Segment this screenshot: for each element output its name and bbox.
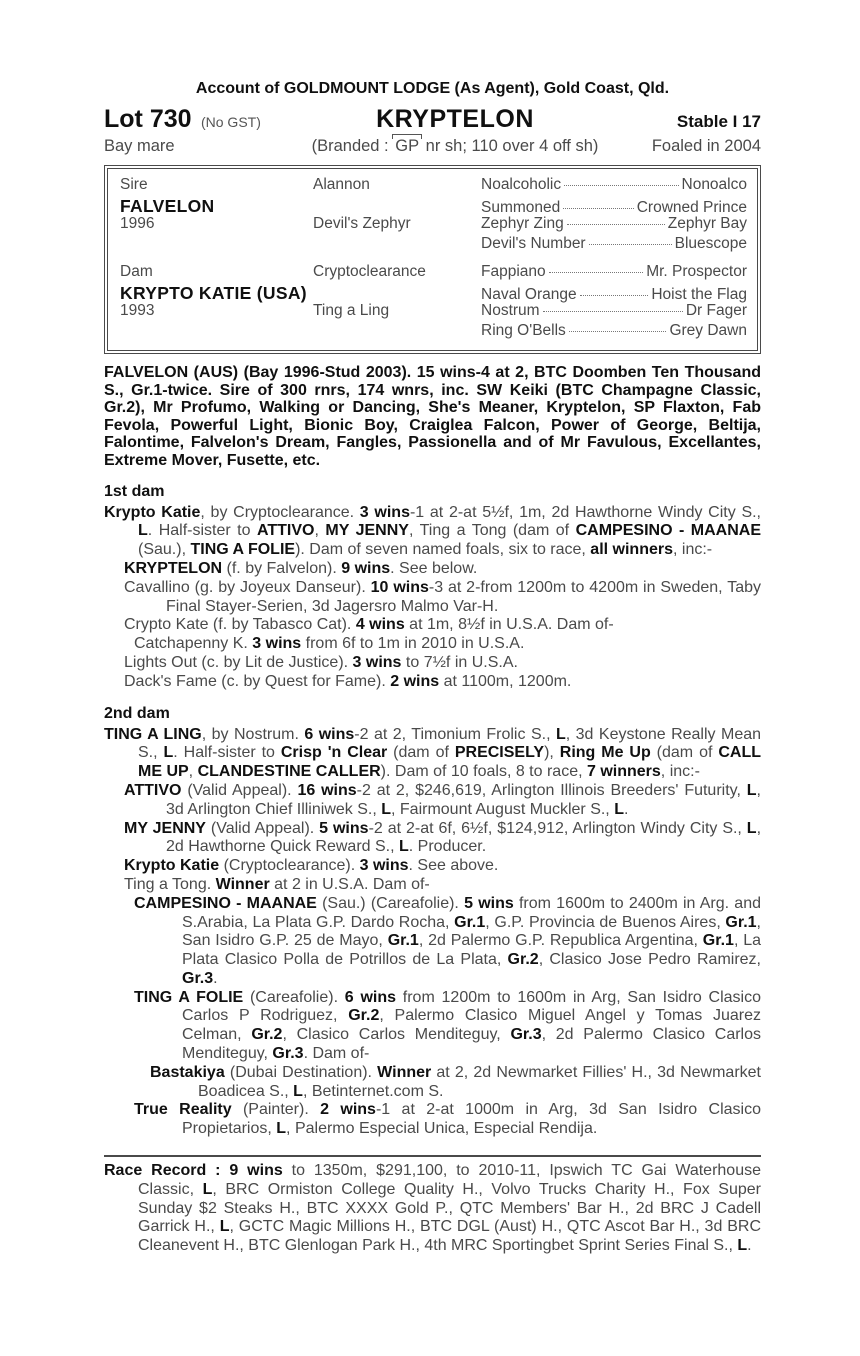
progeny-entry: Ting a Tong. Winner at 2 in U.S.A. Dam of- <box>124 875 430 893</box>
gst-note: (No GST) <box>200 114 261 130</box>
foaled-year: Foaled in 2004 <box>651 137 761 155</box>
great-grandsire-name: Crowned Prince <box>636 198 747 216</box>
progeny-entry: KRYPTELON (f. by Falvelon). 9 wins. See below. <box>124 559 478 577</box>
race-record: Race Record : 9 wins to 1350m, $291,100, to 2010-11, Ipswich TC Gai Waterhouse Classic, L, BRC Ormiston College Quality H., Volvo Trucks Charity H., Fox Super Sunday $2 Steaks H., BTC XXXX Gold P., QTC Members' Bar H., 2d BRC J Cadell Garrick H., L, GCTC Magic Millions H., BTC DGL (Aust) H., QTC Ascot Bar H., 3d BRC Cleanevent H., BTC Glenlogan Park H., 4th MRC Sportingbet Sprint Series Final S., L. <box>104 1162 761 1255</box>
grandsire-name: Summoned <box>481 198 561 216</box>
great-grandsire-name: Nonoalco <box>681 176 747 193</box>
progeny-entry: Crypto Kate (f. by Tabasco Cat). 4 wins at 1m, 8½f in U.S.A. Dam of- <box>124 616 614 634</box>
dot-leader <box>543 311 683 312</box>
dam-year: 1993 <box>120 302 155 319</box>
sire-summary: FALVELON (AUS) (Bay 1996-Stud 2003). 15 wins-4 at 2, BTC Doomben Ten Thousand S., Gr.1-twice. Sire of 300 rnrs, 174 wnrs, inc. SW Keiki (BTC Champagne Classic, Gr.2), Mr Profumo, Walking or Dancing, She's Meaner, Kryptelon, SP Flaxton, Fab Fevola, Powerful Light, Bionic Boy, Craiglea Falcon, Power of George, Beltija, Falontime, Falvelon's Dream, Fangles, Passionella and of Mr Favulous, Excellantes, Extreme Mover, Fusette, etc. <box>104 364 761 469</box>
pedigree-row <box>481 322 747 340</box>
granddam-name: Nostrum <box>481 302 540 319</box>
dam-pedigree-half <box>120 263 747 341</box>
pedigree-row <box>481 176 747 194</box>
grandsire-name: Devil's Number <box>481 234 586 252</box>
progeny-entry: CAMPESINO - MAANAE (Sau.) (Careafolie). 5 wins from 1600m to 2400m in Arg. and S.Arabia, La Plata G.P. Dardo Rocha, Gr.1, G.P. Provincia de Buenos Aires, Gr.1, San Isidro G.P. 25 de Mayo, Gr.1, 2d Palermo G.P. Republica Argentina, Gr.1, La Plata Clasico Polla de Potrillos de La Plata, Gr.2, Clasico Jose Pedro Ramirez, Gr.3. <box>134 894 762 987</box>
progeny-entry: TING A FOLIE (Careafolie). 6 wins from 1200m to 1600m in Arg, San Isidro Clasico Carlos P Rodriguez, Gr.2, Palermo Clasico Miguel Angel y Tomas Juarez Celman, Gr.2, Clasico Carlos Menditeguy, Gr.3, 2d Palermo Clasico Carlos Menditeguy, Gr.3. Dam of- <box>134 988 762 1063</box>
dot-leader <box>563 208 633 209</box>
dam-name: KRYPTO KATIE (USA) <box>120 282 307 303</box>
brand-mark-icon: GP <box>395 137 420 155</box>
pedigree-row <box>481 215 747 233</box>
dam-parent-1: Cryptoclearance <box>313 263 426 280</box>
grandsire-name: Zephyr Zing <box>481 215 564 232</box>
colour-sex: Bay mare <box>104 137 175 155</box>
dot-leader <box>564 185 678 186</box>
grandsire-name: Noalcoholic <box>481 176 562 193</box>
race-record-divider <box>104 1155 761 1157</box>
sire-name: FALVELON <box>120 195 215 216</box>
second-dam-paragraph: TING A LING, by Nostrum. 6 wins-2 at 2, Timonium Frolic S., L, 3d Keystone Really Mean S., L. Half-sister to Crisp 'n Clear (dam of PRECISELY), Ring Me Up (dam of CALL ME UP, CLANDESTINE CALLER). Dam of 10 foals, 8 to race, 7 winners, inc:- <box>104 725 762 781</box>
page-content <box>104 80 761 1256</box>
pedigree-row <box>481 235 747 253</box>
progeny-entry: Cavallino (g. by Joyeux Danseur). 10 wins-3 at 2-from 1200m to 4200m in Sweden, Taby Final Stayer-Serien, 3d Jagersro Malmo Var-H. <box>124 578 762 615</box>
dam-role-label: Dam <box>120 263 153 280</box>
pedigree-row <box>481 199 747 217</box>
stable-location: Stable I 17 <box>676 112 761 131</box>
horse-name: KRYPTELON <box>376 105 534 133</box>
progeny-entry: ATTIVO (Valid Appeal). 16 wins-2 at 2, $246,619, Arlington Illinois Breeders' Futurity, L, 3d Arlington Chief Illiniwek S., L, Fairmount August Muckler S., L. <box>124 781 761 818</box>
progeny-entry: Dack's Fame (c. by Quest for Fame). 2 wins at 1100m, 1200m. <box>124 672 572 690</box>
lot-number: Lot 730 <box>104 105 192 133</box>
pedigree-row <box>481 263 747 281</box>
dot-leader <box>567 224 665 225</box>
great-granddam-name: Hoist the Flag <box>651 285 747 303</box>
sire-parent-1: Alannon <box>313 176 370 193</box>
great-granddam-name: Grey Dawn <box>669 321 747 339</box>
pedigree-row <box>481 302 747 320</box>
progeny-entry: Bastakiya (Dubai Destination). Winner at 2, 2d Newmarket Fillies' H., 3d Newmarket Boadicea S., L, Betinternet.com S. <box>150 1063 761 1100</box>
sire-parent-2: Devil's Zephyr <box>313 215 411 232</box>
second-dam-heading: 2nd dam <box>104 704 170 722</box>
progeny-entry: MY JENNY (Valid Appeal). 5 wins-2 at 2-at 6f, 6½f, $124,912, Arlington Windy City S., L, 2d Hawthorne Quick Reward S., L. Producer. <box>124 819 762 856</box>
progeny-entry: Krypto Katie (Cryptoclearance). 3 wins. See above. <box>124 857 499 875</box>
brand-suffix: nr sh; 110 over 4 off sh) <box>421 137 599 155</box>
sire-year: 1996 <box>120 215 155 232</box>
first-dam-heading: 1st dam <box>104 482 165 500</box>
first-dam-paragraph: Krypto Katie, by Cryptoclearance. 3 wins-1 at 2-at 5½f, 1m, 2d Hawthorne Windy City S., L. Half-sister to ATTIVO, MY JENNY, Ting a Tong (dam of CAMPESINO - MAANAE (Sau.), TING A FOLIE). Dam of seven named foals, six to race, all winners, inc:- <box>104 503 762 559</box>
account-line: Account of GOLDMOUNT LODGE (As Agent), Gold Coast, Qld. <box>195 80 670 97</box>
progeny-entry: Catchapenny K. 3 wins from 6f to 1m in 2010 in U.S.A. <box>134 635 525 653</box>
brand-prefix: (Branded : <box>311 137 394 155</box>
horse-info-row <box>104 137 761 156</box>
great-grandsire-name: Zephyr Bay <box>667 215 747 232</box>
sire-pedigree-half <box>120 176 747 254</box>
pedigree-table-inner <box>107 168 758 351</box>
dot-leader <box>589 244 672 245</box>
brand-line <box>289 137 621 156</box>
lot-left <box>104 105 289 134</box>
pedigree-table <box>104 165 761 354</box>
great-grandsire-name: Bluescope <box>674 234 747 252</box>
progeny-entry: True Reality (Painter). 2 wins-1 at 2-at 1000m in Arg, 3d San Isidro Clasico Propietarios, L, Palermo Especial Unica, Especial Rendija. <box>134 1101 762 1138</box>
dot-leader <box>569 331 667 332</box>
granddam-name: Fappiano <box>481 263 546 280</box>
dot-leader <box>580 295 649 296</box>
great-granddam-name: Dr Fager <box>685 302 747 319</box>
granddam-name: Ring O'Bells <box>481 321 566 339</box>
pedigree-row <box>481 286 747 304</box>
lot-title-row <box>104 105 761 134</box>
progeny-entry: Lights Out (c. by Lit de Justice). 3 wins to 7½f in U.S.A. <box>124 653 518 671</box>
dam-parent-2: Ting a Ling <box>313 302 390 319</box>
sire-role-label: Sire <box>120 176 148 193</box>
great-granddam-name: Mr. Prospector <box>646 263 747 280</box>
dot-leader <box>549 272 644 273</box>
granddam-name: Naval Orange <box>481 285 577 303</box>
